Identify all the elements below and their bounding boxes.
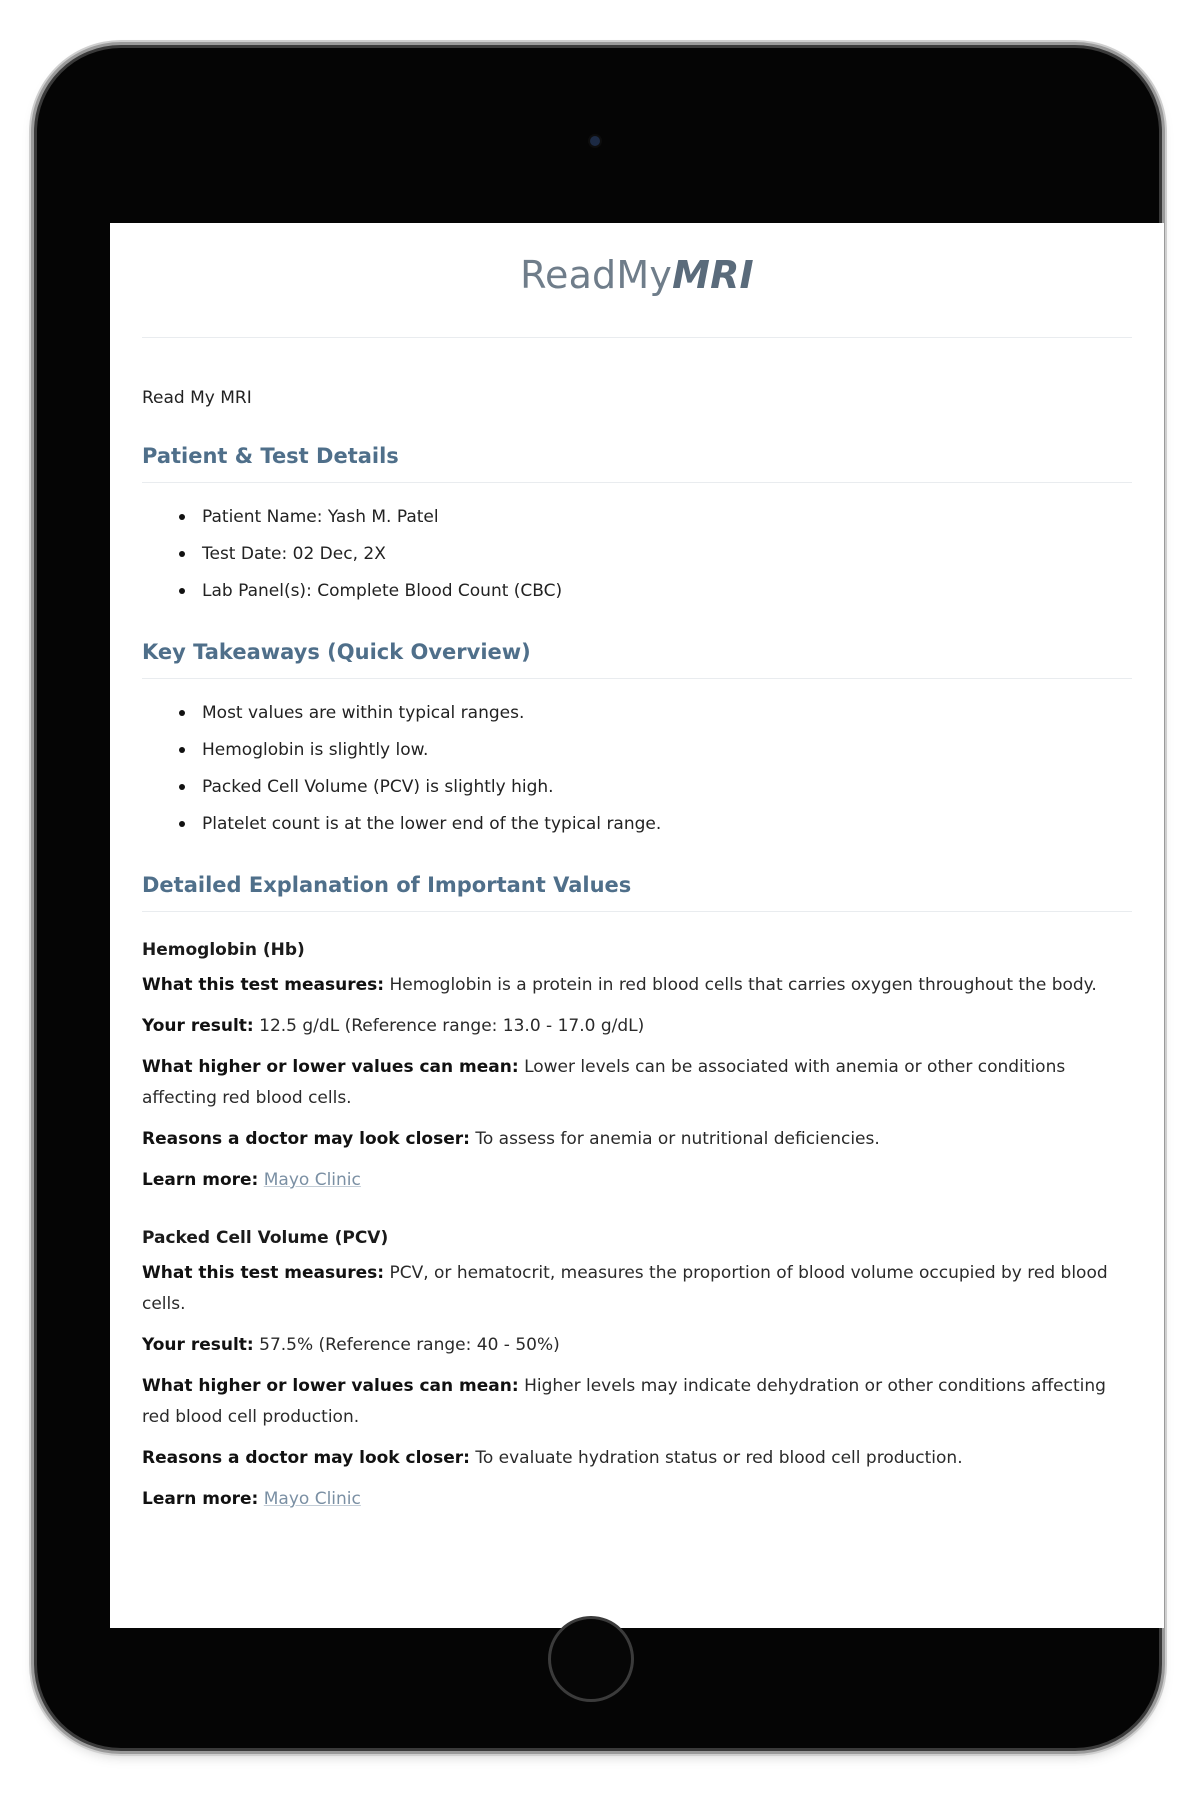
test-reasons: [142, 1443, 1132, 1474]
key-takeaways-list: [142, 703, 1132, 851]
measures-text: Hemoglobin is a protein in red blood cells that carries oxygen throughout the body.: [389, 975, 1097, 995]
measures-label: What this test measures:: [142, 975, 385, 995]
patient-details-list: [142, 507, 1132, 618]
meaning-text: Higher levels may indicate dehydration or other conditions affecting red blood cell production.: [142, 1376, 1106, 1427]
mayo-clinic-link[interactable]: Mayo Clinic: [263, 1489, 361, 1509]
readmymri-logo[interactable]: [142, 223, 1132, 309]
tablet-frame: [37, 48, 1159, 1748]
list-item: Packed Cell Volume (PCV) is slightly high.: [202, 777, 1132, 814]
result-label: Your result:: [142, 1335, 254, 1355]
logo-bold-text: MRI: [672, 253, 754, 297]
logo-light-text: ReadMy: [520, 253, 673, 297]
patient-details-heading: Patient & Test Details: [142, 444, 399, 468]
test-measures: [142, 970, 1132, 1001]
meaning-text: Lower levels can be associated with anemia or other conditions affecting red blood cells.: [142, 1057, 1066, 1108]
learn-more-label: Learn more:: [142, 1489, 259, 1509]
tablet-screen: [110, 223, 1164, 1628]
mayo-clinic-link[interactable]: Mayo Clinic: [263, 1170, 361, 1190]
test-meaning: [142, 1052, 1132, 1114]
result-label: Your result:: [142, 1016, 254, 1036]
header-divider: [142, 337, 1132, 338]
reasons-text: To assess for anemia or nutritional deficiencies.: [475, 1129, 880, 1149]
list-item: Lab Panel(s): Complete Blood Count (CBC): [202, 581, 1132, 618]
test-reasons: [142, 1124, 1132, 1155]
detailed-explanation-heading: Detailed Explanation of Important Values: [142, 873, 632, 897]
meaning-label: What higher or lower values can mean:: [142, 1376, 519, 1396]
test-name: Hemoglobin (Hb): [142, 940, 305, 960]
list-item: Platelet count is at the lower end of the typical range.: [202, 814, 1132, 851]
measures-text: PCV, or hematocrit, measures the proportion of blood volume occupied by red blood cells.: [142, 1263, 1108, 1314]
reasons-text: To evaluate hydration status or red blood cell production.: [475, 1448, 963, 1468]
test-block-hemoglobin: [142, 940, 1132, 1196]
section-divider: [142, 911, 1132, 912]
measures-label: What this test measures:: [142, 1263, 385, 1283]
list-item: Test Date: 02 Dec, 2X: [202, 544, 1132, 581]
test-learn-more: [142, 1165, 1132, 1196]
learn-more-label: Learn more:: [142, 1170, 259, 1190]
front-camera: [590, 136, 600, 146]
test-learn-more: [142, 1484, 1132, 1515]
list-item: Most values are within typical ranges.: [202, 703, 1132, 740]
test-measures: [142, 1258, 1132, 1320]
report-content: [110, 223, 1164, 1515]
section-divider: [142, 678, 1132, 679]
reasons-label: Reasons a doctor may look closer:: [142, 1129, 470, 1149]
list-item: Hemoglobin is slightly low.: [202, 740, 1132, 777]
list-item: Patient Name: Yash M. Patel: [202, 507, 1132, 544]
test-name: Packed Cell Volume (PCV): [142, 1228, 389, 1248]
site-name: Read My MRI: [142, 388, 252, 408]
reasons-label: Reasons a doctor may look closer:: [142, 1448, 470, 1468]
test-meaning: [142, 1371, 1132, 1433]
test-result: [142, 1330, 1132, 1361]
home-button[interactable]: [548, 1616, 634, 1702]
result-text: 12.5 g/dL (Reference range: 13.0 - 17.0 g/dL): [259, 1016, 645, 1036]
result-text: 57.5% (Reference range: 40 - 50%): [259, 1335, 560, 1355]
key-takeaways-heading: Key Takeaways (Quick Overview): [142, 640, 531, 664]
test-block-pcv: [142, 1228, 1132, 1515]
meaning-label: What higher or lower values can mean:: [142, 1057, 519, 1077]
test-result: [142, 1011, 1132, 1042]
section-divider: [142, 482, 1132, 483]
